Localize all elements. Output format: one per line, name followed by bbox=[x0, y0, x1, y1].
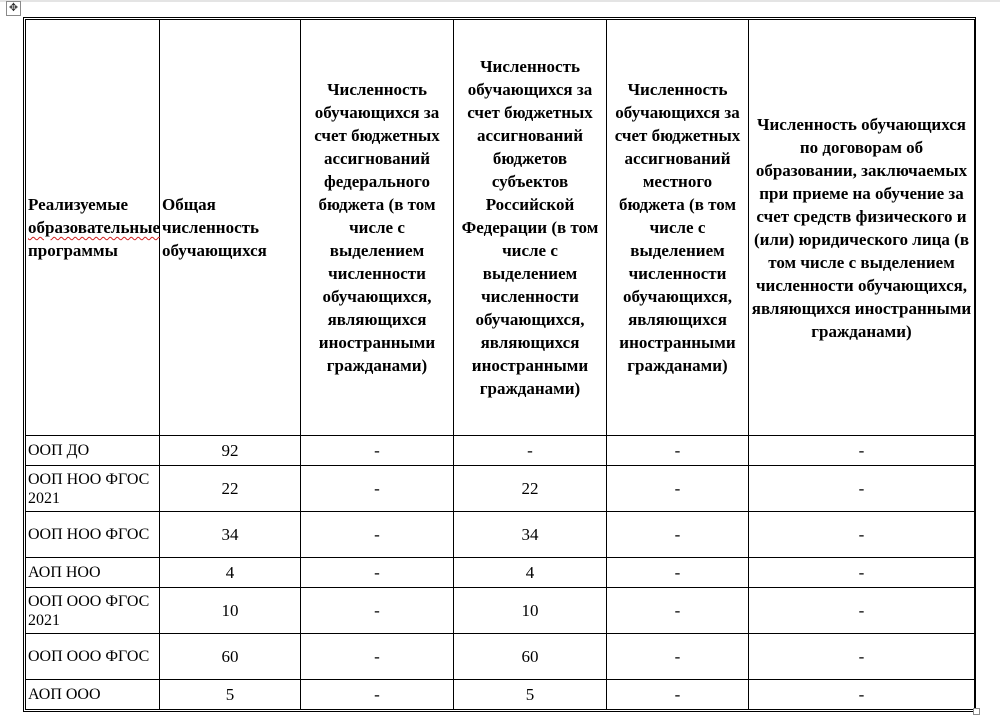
cell-paid[interactable]: - bbox=[749, 680, 975, 710]
table-row bbox=[26, 634, 975, 680]
cell-local[interactable]: - bbox=[607, 512, 749, 558]
cell-program[interactable]: АОП ООО bbox=[26, 680, 160, 710]
cell-paid[interactable]: - bbox=[749, 634, 975, 680]
cell-local[interactable]: - bbox=[607, 466, 749, 512]
cell-local[interactable]: - bbox=[607, 436, 749, 466]
table-row bbox=[26, 680, 975, 710]
cell-paid[interactable]: - bbox=[749, 558, 975, 588]
header-regional-budget: Численность обучающихся за счет бюджетных ассигнований бюджетов субъектов Российской Федерации (в том числе с выделением численности обучающихся, являющихся иностранными гражданами) bbox=[454, 20, 607, 436]
cell-federal[interactable]: - bbox=[301, 634, 454, 680]
cell-regional[interactable]: 10 bbox=[454, 588, 607, 634]
cell-total[interactable]: 4 bbox=[160, 558, 301, 588]
header-row bbox=[26, 20, 975, 436]
cell-regional[interactable]: - bbox=[454, 436, 607, 466]
cell-federal[interactable]: - bbox=[301, 512, 454, 558]
table-row bbox=[26, 512, 975, 558]
cell-regional[interactable]: 60 bbox=[454, 634, 607, 680]
cell-total[interactable]: 22 bbox=[160, 466, 301, 512]
cell-federal[interactable]: - bbox=[301, 558, 454, 588]
cell-federal[interactable]: - bbox=[301, 680, 454, 710]
spellcheck-word[interactable]: образовательные bbox=[28, 218, 161, 237]
cell-program[interactable]: ООП НОО ФГОС bbox=[26, 512, 160, 558]
cell-total[interactable]: 10 bbox=[160, 588, 301, 634]
cell-local[interactable]: - bbox=[607, 588, 749, 634]
table-row bbox=[26, 588, 975, 634]
cell-federal[interactable]: - bbox=[301, 436, 454, 466]
cell-paid[interactable]: - bbox=[749, 436, 975, 466]
cell-program[interactable]: АОП НОО bbox=[26, 558, 160, 588]
cell-program[interactable]: ООП НОО ФГОС 2021 bbox=[26, 466, 160, 512]
cell-local[interactable]: - bbox=[607, 634, 749, 680]
cell-paid[interactable]: - bbox=[749, 512, 975, 558]
header-programs: Реализуемые образовательные программы bbox=[26, 20, 160, 436]
header-paid-contracts: Численность обучающихся по договорам об образовании, заключаемых при приеме на обучение за счет средств физического и (или) юридического лица (в том числе с выделением численности обучающихся, являющихся иностранными гражданами) bbox=[749, 20, 975, 436]
table-resize-handle-icon[interactable] bbox=[973, 708, 980, 715]
cell-federal[interactable]: - bbox=[301, 588, 454, 634]
cell-paid[interactable]: - bbox=[749, 466, 975, 512]
table-row bbox=[26, 466, 975, 512]
cell-regional[interactable]: 5 bbox=[454, 680, 607, 710]
header-local-budget: Численность обучающихся за счет бюджетных ассигнований местного бюджета (в том числе с выделением численности обучающихся, являющихся иностранными гражданами) bbox=[607, 20, 749, 436]
cell-regional[interactable]: 34 bbox=[454, 512, 607, 558]
cell-total[interactable]: 60 bbox=[160, 634, 301, 680]
cell-total[interactable]: 34 bbox=[160, 512, 301, 558]
cell-program[interactable]: ООП ООО ФГОС bbox=[26, 634, 160, 680]
cell-regional[interactable]: 4 bbox=[454, 558, 607, 588]
table-row bbox=[26, 436, 975, 466]
header-federal-budget: Численность обучающихся за счет бюджетных ассигнований федерального бюджета (в том числе с выделением численности обучающихся, являющихся иностранными гражданами) bbox=[301, 20, 454, 436]
ruler-strip bbox=[0, 0, 1000, 2]
cell-total[interactable]: 5 bbox=[160, 680, 301, 710]
cell-local[interactable]: - bbox=[607, 680, 749, 710]
cell-total[interactable]: 92 bbox=[160, 436, 301, 466]
cell-regional[interactable]: 22 bbox=[454, 466, 607, 512]
header-total: Общая численность обучающихся bbox=[160, 20, 301, 436]
cell-federal[interactable]: - bbox=[301, 466, 454, 512]
enrollment-table bbox=[25, 19, 975, 710]
cell-paid[interactable]: - bbox=[749, 588, 975, 634]
table-row bbox=[26, 558, 975, 588]
table-move-handle-icon[interactable]: ✥ bbox=[6, 1, 21, 16]
cell-program[interactable]: ООП ДО bbox=[26, 436, 160, 466]
enrollment-table-frame bbox=[23, 17, 976, 712]
cell-local[interactable]: - bbox=[607, 558, 749, 588]
cell-program[interactable]: ООП ООО ФГОС 2021 bbox=[26, 588, 160, 634]
